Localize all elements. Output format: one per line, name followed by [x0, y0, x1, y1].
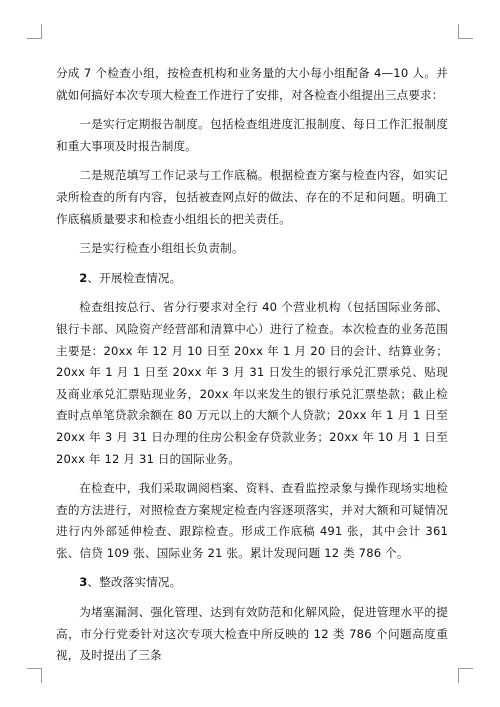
- section-heading-3: [56, 572, 448, 594]
- section-title-2: 、开展检查情况。: [87, 270, 182, 285]
- paragraph-requirement-1: 一是实行定期报告制度。包括检查组进度汇报制度、每日工作汇报制度和重大事项及时报告制度。: [56, 117, 448, 153]
- paragraph-requirement-2: 二是规范填写工作记录与工作底稿。根据检查方案与检查内容，如实记录所检查的所有内容，包括被查网点好的做法、存在的不足和问题。明确工作底稿质量要求和检查小组组长的把关责任。: [56, 168, 448, 226]
- paragraph-requirement-3: 三是实行检查小组组长负责制。: [79, 241, 244, 256]
- crop-mark-bottom-left: [27, 668, 42, 683]
- paragraph-section2-2: 在检查中，我们采取调阅档案、资料、查看监控录象与操作现场实地检查的方法进行，对照检查方案规定检查内容逐项落实，并对大额和可疑情况进行内外部延伸检查、跟踪检查。形成工作底稿 491 张，其中会计 361 张、信贷 109 张、国际业务 21 张。累计发现问题 12 类 786 个。: [56, 481, 448, 560]
- document-body: [56, 63, 448, 675]
- paragraph-intro: 分成 7 个检查小组，按检查机构和业务量的大小每小组配备 4—10 人。并就如何搞好本次专项大检查工作进行了安排，对各检查小组提出三点要求：: [56, 66, 448, 102]
- section-title-3: 、整改落实情况。: [87, 575, 182, 590]
- paragraph-section3-1: 为堵塞漏洞、强化管理、达到有效防范和化解风险，促进管理水平的提高，市分行党委针对这次专项大检查中所反映的 12 类 786 个问题高度重视，及时提出了三条: [56, 605, 448, 663]
- section-number-3: 3: [79, 575, 88, 590]
- paragraph-section2-1: 检查组按总行、省分行要求对全行 40 个营业机构（包括国际业务部、银行卡部、风险资产经营部和清算中心）进行了检查。本次检查的业务范围主要是：20xx 年 12 月 10 日至 20xx 年 1 月 20 日的会计、结算业务；20xx 年 1 月 1 日至 20xx 年 3 月 31 日发生的银行承兑汇票承兑、贴现及商业承兑汇票贴现业务，20xx 年以来发生的银行承兑汇票垫款；截止检查时点单笔贷款余额在 80 万元以上的大额个人贷款；20xx 年 1 月 1 日至 20xx 年 3 月 31 日办理的住房公积金存贷款业务；20xx 年 10 月 1 日至 20xx 年 12 月 31 日的国际业务。: [56, 300, 448, 466]
- crop-mark-top-left: [27, 24, 42, 39]
- crop-mark-bottom-right: [458, 668, 473, 683]
- crop-mark-top-right: [458, 24, 473, 39]
- section-number-2: 2: [79, 270, 88, 285]
- section-heading-2: [56, 268, 448, 290]
